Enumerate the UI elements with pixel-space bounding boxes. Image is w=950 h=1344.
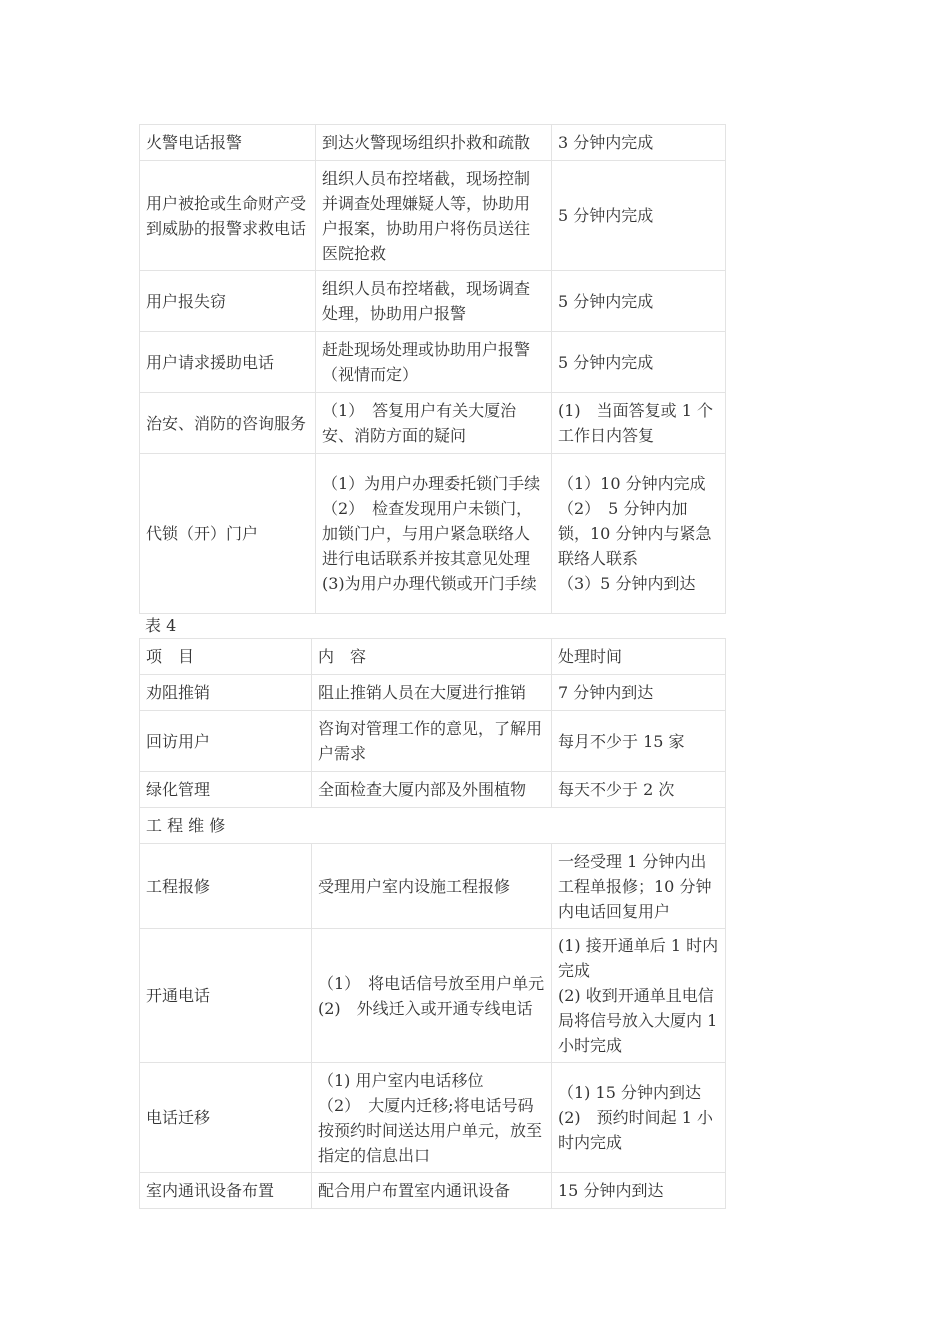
- table-row: [140, 772, 726, 808]
- time-cell: 15 分钟内到达: [552, 1173, 726, 1209]
- content-cell: 组织人员布控堵截，现场控制并调查处理嫌疑人等，协助用户报案，协助用户将伤员送往医院抢救: [316, 161, 552, 271]
- table-row: [140, 454, 726, 614]
- content-cell: 组织人员布控堵截，现场调查处理，协助用户报警: [316, 271, 552, 332]
- content-cell: 阻止推销人员在大厦进行推销: [312, 675, 552, 711]
- header-item: 项 目: [140, 639, 312, 675]
- item-cell: 治安、消防的咨询服务: [140, 393, 316, 454]
- table-row: [140, 393, 726, 454]
- time-cell: 3 分钟内完成: [552, 125, 726, 161]
- table-row: [140, 1063, 726, 1173]
- time-cell: 每天不少于 2 次: [552, 772, 726, 808]
- item-cell: 火警电话报警: [140, 125, 316, 161]
- table-row: [140, 844, 726, 929]
- item-cell: 室内通讯设备布置: [140, 1173, 312, 1209]
- time-cell: 一经受理 1 分钟内出工程单报修；10 分钟内电话回复用户: [552, 844, 726, 929]
- header-content: 内 容: [312, 639, 552, 675]
- item-cell: 开通电话: [140, 929, 312, 1063]
- time-cell: 5 分钟内完成: [552, 271, 726, 332]
- time-cell: 5 分钟内完成: [552, 332, 726, 393]
- item-cell: 回访用户: [140, 711, 312, 772]
- content-cell: 赶赴现场处理或协助用户报警（视情而定）: [316, 332, 552, 393]
- item-cell: 电话迁移: [140, 1063, 312, 1173]
- table-row: [140, 125, 726, 161]
- table-row: [140, 711, 726, 772]
- time-cell: (1) 当面答复或 1 个工作日内答复: [552, 393, 726, 454]
- content-cell: （1） 将电话信号放至用户单元 (2) 外线迁入或开通专线电话: [312, 929, 552, 1063]
- content-cell: 咨询对管理工作的意见，了解用户需求: [312, 711, 552, 772]
- time-cell: 5 分钟内完成: [552, 161, 726, 271]
- time-cell: (1) 接开通单后 1 时内完成 (2) 收到开通单且电信局将信号放入大厦内 1 小时完成: [552, 929, 726, 1063]
- table-row: [140, 332, 726, 393]
- time-cell: 7 分钟内到达: [552, 675, 726, 711]
- table-row: [140, 161, 726, 271]
- table-header-row: [140, 639, 726, 675]
- section-title: 工 程 维 修: [140, 808, 726, 844]
- table-row: [140, 1173, 726, 1209]
- table-row: [140, 929, 726, 1063]
- section-row: [140, 808, 726, 844]
- time-cell: （1）10 分钟内完成 （2） 5 分钟内加锁，10 分钟内与紧急联络人联系 （3）5 分钟内到达: [552, 454, 726, 614]
- content-cell: 配合用户布置室内通讯设备: [312, 1173, 552, 1209]
- item-cell: 工程报修: [140, 844, 312, 929]
- item-cell: 绿化管理: [140, 772, 312, 808]
- time-cell: （1) 15 分钟内到达 (2) 预约时间起 1 小时内完成: [552, 1063, 726, 1173]
- item-cell: 用户报失窃: [140, 271, 316, 332]
- content-cell: （1）为用户办理委托锁门手续 （2） 检查发现用户未锁门，加锁门户，与用户紧急联络人进行电话联系并按其意见处理 (3)为用户办理代锁或开门手续: [316, 454, 552, 614]
- time-cell: 每月不少于 15 家: [552, 711, 726, 772]
- item-cell: 代锁（开）门户: [140, 454, 316, 614]
- content-cell: 到达火警现场组织扑救和疏散: [316, 125, 552, 161]
- item-cell: 劝阻推销: [140, 675, 312, 711]
- content-cell: 全面检查大厦内部及外围植物: [312, 772, 552, 808]
- item-cell: 用户被抢或生命财产受到威胁的报警求救电话: [140, 161, 316, 271]
- table-caption: 表 4: [145, 616, 177, 635]
- content-cell: （1) 用户室内电话移位 （2） 大厦内迁移;将电话号码按预约时间送达用户单元，放至指定的信息出口: [312, 1063, 552, 1173]
- table-row: [140, 675, 726, 711]
- item-cell: 用户请求援助电话: [140, 332, 316, 393]
- service-table-2: [139, 638, 726, 1209]
- table-row: [140, 271, 726, 332]
- service-table-1: [139, 124, 726, 614]
- header-time: 处理时间: [552, 639, 726, 675]
- content-cell: （1） 答复用户有关大厦治安、消防方面的疑问: [316, 393, 552, 454]
- content-cell: 受理用户室内设施工程报修: [312, 844, 552, 929]
